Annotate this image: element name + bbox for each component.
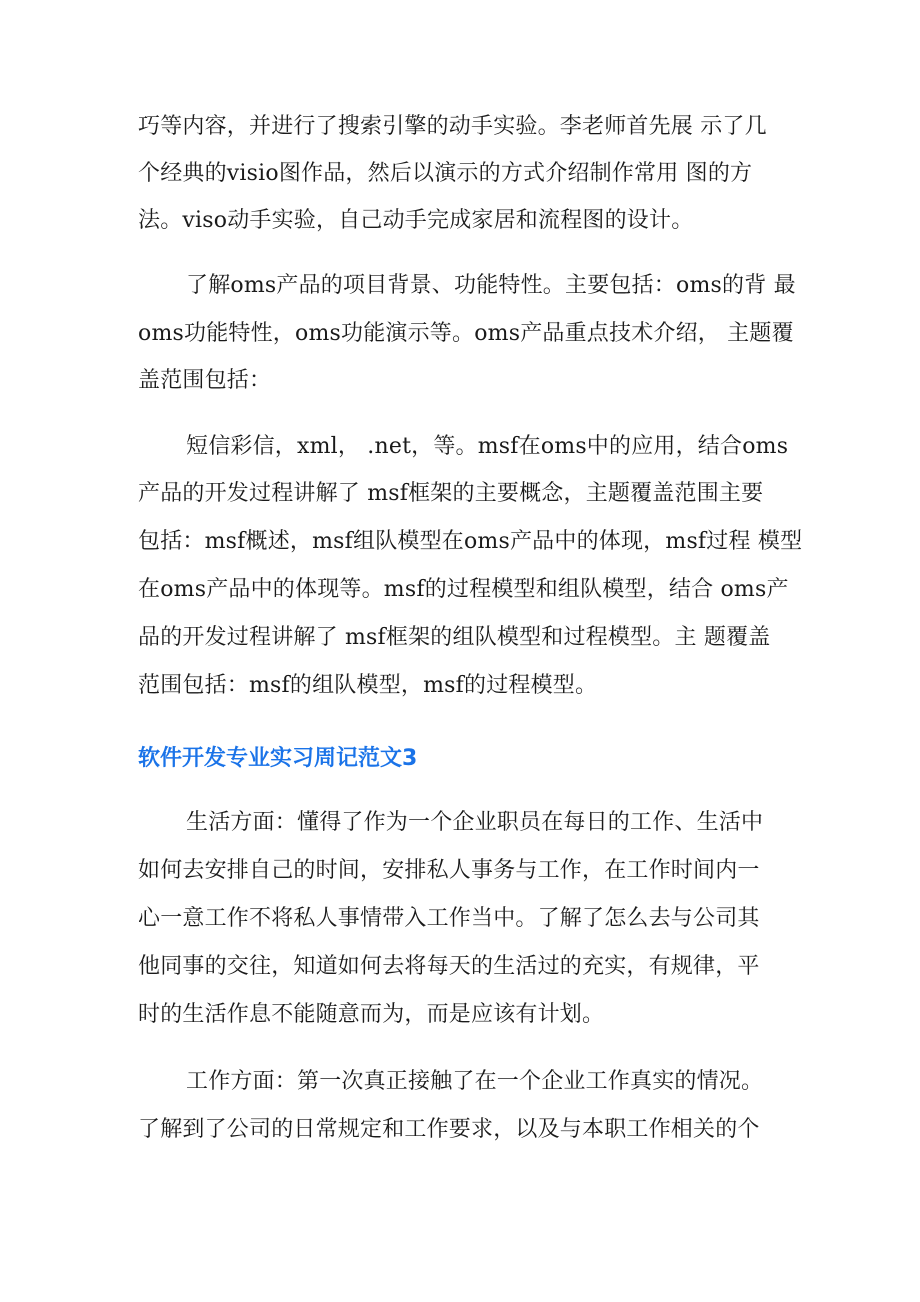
paragraph-line: 品的开发过程讲解了 msf框架的组队模型和过程模型。主 题覆盖 [138, 625, 771, 650]
paragraph-line: 心一意工作不将私人事情带入工作当中。了解了怎么去与公司其 [138, 906, 760, 931]
section-heading: 软件开发专业实习周记范文3 [138, 746, 418, 771]
paragraph-line: 他同事的交往，知道如何去将每天的生活过的充实，有规律，平 [138, 954, 760, 979]
paragraph-line: 在oms产品中的体现等。msf的过程模型和组队模型，结合 oms产 [138, 577, 789, 602]
paragraph-line: 了解到了公司的日常规定和工作要求，以及与本职工作相关的个 [138, 1117, 760, 1142]
paragraph-line: 时的生活作息不能随意而为，而是应该有计划。 [138, 1002, 605, 1027]
paragraph-line: 产品的开发过程讲解了 msf框架的主要概念，主题覆盖范围主要 [138, 481, 764, 506]
paragraph-line: 工作方面：第一次真正接触了在一个企业工作真实的情况。 [186, 1069, 764, 1094]
paragraph-line: 个经典的visio图作品，然后以演示的方式介绍制作常用 图的方 [138, 161, 753, 186]
paragraph-line: 盖范围包括： [138, 368, 272, 393]
paragraph-line: oms功能特性，oms功能演示等。oms产品重点技术介绍， 主题覆 [138, 321, 794, 346]
paragraph-line: 范围包括：msf的组队模型，msf的过程模型。 [138, 673, 598, 698]
paragraph-line: 法。viso动手实验，自己动手完成家居和流程图的设计。 [138, 208, 694, 233]
paragraph-line: 如何去安排自己的时间，安排私人事务与工作，在工作时间内一 [138, 858, 760, 883]
paragraph-line: 短信彩信，xml， .net，等。msf在oms中的应用，结合oms [186, 434, 789, 459]
paragraph-line: 生活方面：懂得了作为一个企业职员在每日的工作、生活中 [186, 810, 764, 835]
paragraph-line: 巧等内容，并进行了搜索引擎的动手实验。李老师首先展 示了几 [138, 114, 767, 139]
paragraph-line: 了解oms产品的项目背景、功能特性。主要包括：oms的背 最 [186, 273, 796, 298]
paragraph-line: 包括：msf概述，msf组队模型在oms产品中的体现，msf过程 模型 [138, 529, 803, 554]
